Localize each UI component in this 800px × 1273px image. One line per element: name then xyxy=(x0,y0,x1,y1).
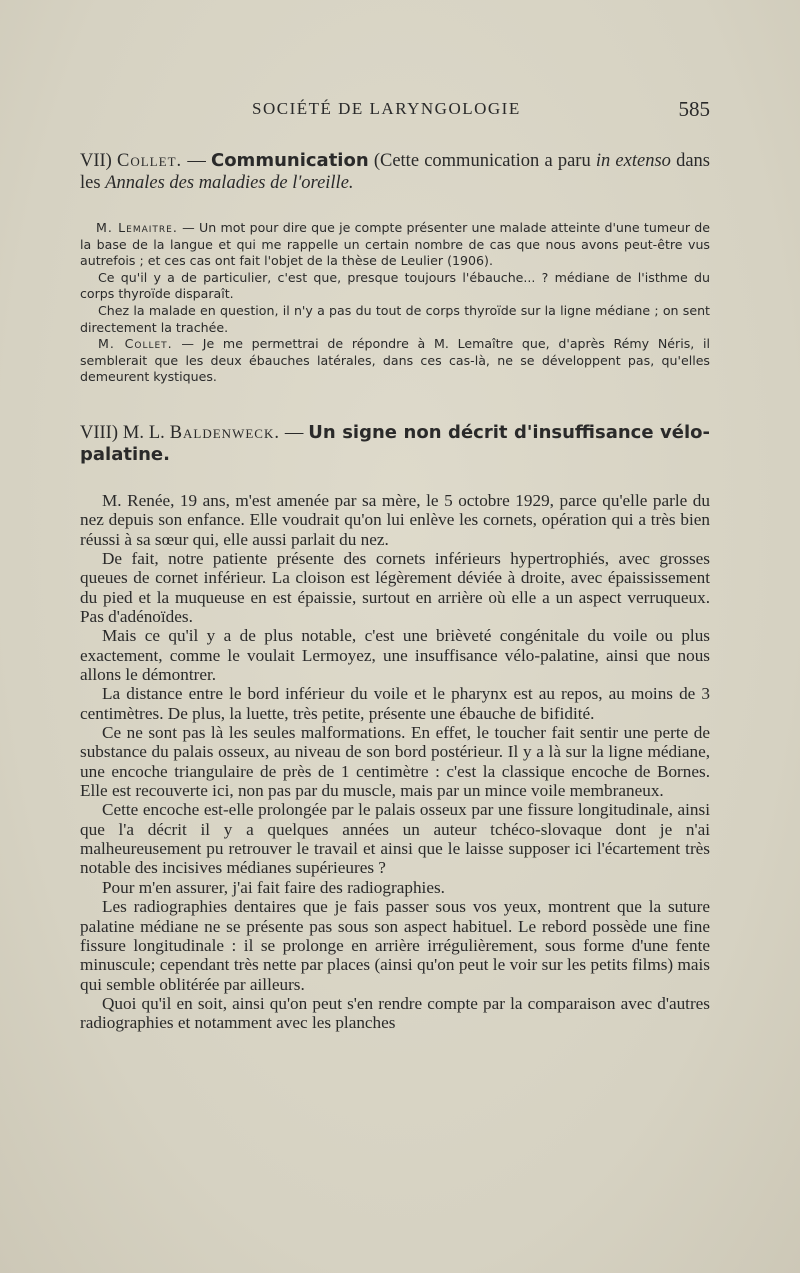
section-8-heading xyxy=(80,422,710,466)
discussion-paragraph xyxy=(80,220,710,270)
discussion-text: Chez la malade en question, il n'y a pas du tout de corps thyroïde sur la ligne médiane ; on sent directement la trachée. xyxy=(80,302,710,335)
body-paragraph: Quoi qu'il en soit, ainsi qu'on peut s'en rendre compte par la comparaison avec d'autres radiographies et notamment avec les planches xyxy=(80,993,710,1033)
section-7-number: VII) xyxy=(80,151,112,171)
body-paragraph: Les radiographies dentaires que je fais passer sous vos yeux, montrent que la suture palatine médiane ne se présente pas sous son aspect habituel. Le rebord possède une fine fissure longitudinale : il se prolonge en arrière irrégulièrement, sous forme d'une fente minuscule; cependant très nette par places (ainsi qu'on peut le voir sur les petits films) mais qui semble oblitérée par ailleurs. xyxy=(80,897,710,994)
body-paragraph: Pour m'en assurer, j'ai fait faire des radiographies. xyxy=(102,877,445,897)
header-title: SOCIÉTÉ DE LARYNGOLOGIE xyxy=(252,99,521,118)
section-8-initials: M. L. xyxy=(122,422,165,443)
section-8-title: Un signe non décrit d'insuffisance vélo-palatine. xyxy=(80,421,711,465)
discussion-paragraph xyxy=(80,336,710,386)
body-paragraph: De fait, notre patiente présente des cornets inférieurs hypertrophiés, avec grosses queues de cornet inférieur. La cloison est légèrement déviée à droite, avec épaississement du pied et la muqueuse en est épaissie, surtout en arrière où elle a un aspect verruqueux. Pas d'adénoïdes. xyxy=(80,548,710,626)
discussion-paragraph xyxy=(80,303,710,336)
section-8-body xyxy=(80,491,710,1033)
section-8-number: VIII) xyxy=(80,422,119,443)
section-8 xyxy=(80,422,710,1033)
body-paragraph: Cette encoche est-elle prolongée par le palais osseux par une fissure longitudinale, ainsi que l'a décrit il y a quelques années un auteur tchéco-slovaque dont je n'ai malheureusement pu retrouver le travail et ainsi que le laisse supposer ici l'écartement très notable des incisives médianes supérieures ? xyxy=(80,800,710,878)
discussion-paragraph xyxy=(80,270,710,303)
section-7-dash: — xyxy=(187,151,206,171)
body-paragraph: M. Renée, 19 ans, m'est amenée par sa mère, le 5 octobre 1929, parce qu'elle parle du nez depuis son enfance. Elle voudrait qu'on lui enlève les cornets, opération qui a très bien réussi à sa sœur qui, elle aussi parlait du nez. xyxy=(80,490,710,549)
discussion-block xyxy=(80,220,710,386)
section-7-journal: Annales des maladies de l'oreille. xyxy=(105,173,354,193)
section-7-heading xyxy=(80,150,710,194)
discussion-speaker: M. Collet. xyxy=(98,336,173,352)
discussion-text: Ce qu'il y a de particulier, c'est que, presque toujours l'ébauche... ? médiane de l'isthme du corps thyroïde disparaît. xyxy=(80,269,710,302)
section-7-author: Collet. xyxy=(117,151,183,171)
page-number: 585 xyxy=(678,97,710,121)
section-7-title: Communication xyxy=(210,150,369,171)
body-paragraph: Mais ce qu'il y a de plus notable, c'est une brièveté congénitale du voile ou plus exactement, comme le voulait Lermoyez, une insuffisance vélo-palatine, ainsi que nous allons le démontrer. xyxy=(80,626,710,685)
discussion-text: — Un mot pour dire que je compte présenter une malade atteinte d'une tumeur de la base de la langue et qui me rappelle un certain nombre de cas que nous avons peut-être vus autrefois ; et ces cas ont fait l'objet de la thèse de Leulier (1906). xyxy=(80,220,710,269)
discussion-speaker: M. Lemaitre. xyxy=(96,220,178,235)
running-header xyxy=(80,97,710,125)
section-7-text-before: (Cette communication a paru xyxy=(373,151,591,171)
section-7-in-extenso: in extenso xyxy=(595,151,671,171)
discussion-text: — Je me permettrai de répondre à M. Lemaître que, d'après Rémy Néris, il semblerait que les deux ébauches latérales, dans ces cas-là, ne se développent pas, qu'elles demeurent kystiques. xyxy=(80,336,710,385)
section-7-text-mid: dans les xyxy=(80,151,711,193)
section-8-author: Baldenweck. xyxy=(169,422,280,443)
section-8-dash: — xyxy=(284,422,304,443)
body-paragraph: La distance entre le bord inférieur du voile et le pharynx est au repos, au moins de 3 centimètres. De plus, la luette, très petite, présente une ébauche de bifidité. xyxy=(80,684,710,723)
body-paragraph: Ce ne sont pas là les seules malformations. En effet, le toucher fait sentir une perte de substance du palais osseux, au niveau de son bord postérieur. Il y a là sur la ligne médiane, une encoche triangulaire de près de 1 centimètre : c'est la classique encoche de Bornes. Elle est recouverte ici, non pas par du muscle, mais par un mince voile membraneux. xyxy=(80,723,710,801)
page-content xyxy=(80,150,710,1033)
